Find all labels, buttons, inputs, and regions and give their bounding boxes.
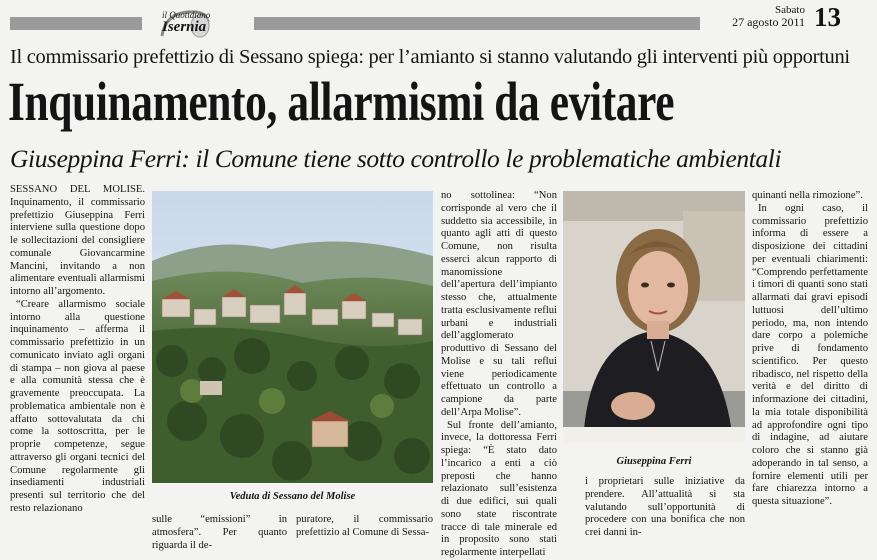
article-column-6 [752, 190, 868, 546]
column-1-paragraph-1: SESSANO DEL MOLISE. Inquinamento, il commissario prefettizio Giuseppina Ferri interviene sulla questione dopo le sollecitazioni del consigliere comunale Giovancarmine Mancini, invitando a non alimentare eventuali allarmismi intorno all’argomento. [10, 184, 145, 297]
column-4-paragraph-2: Sul fronte dell’amianto, invece, la dottoressa Ferri spiega: “È stato dato l’incarico a enti a ciò preposti che hanno relazionato sull’esistenza di due edifici, sui quali sono state riscontrate tracce di tale minerale ed in proposito sono stati regolarmente interpellati [441, 419, 557, 558]
article-column-5 [585, 476, 745, 546]
column-1-paragraph-2: “Creare allarmismo sociale intorno alla questione inquinamento – afferma il commissario prefettizio in un comunicato inviato agli organi di stampa – non giova al paese e alla comunità stessa che è gravemente preoccupata. La problematica ambientale non è affatto sottovalutata da chi come la sottoscritta, per le proprie competenze, segue attraverso gli organi tecnici del Comune regolarmente gli insediamenti industriali presenti sul territorio che del resto relazionano [10, 298, 145, 514]
page-number: 13 [814, 2, 841, 32]
village-photo [152, 191, 433, 483]
column-6-paragraph-2: In ogni caso, il commissario prefettizio informa di essere a disposizione dei cittadini per eventuali chiarimenti: “Comprendo perfettamente i timori di quanti sono stati allarmati dai gravi episodi luttuosi dell’ultimo periodo, ma, non intendo dare corpo a polemiche prive di fondamento scientifico. Per questo ribadisco, nel rispetto della verità e del diritto di informazione dei cittadini, la mia totale disponibilità ad approfondire ogni tipo di indagine, ad aiutare coloro che si stanno già adoperando in tal senso, a fornire elementi utili per fare chiarezza intorno a questa situazione”. [752, 202, 868, 507]
village-landscape-image [152, 191, 433, 483]
issue-day: Sabato [775, 4, 805, 16]
issue-date: 27 agosto 2011 [732, 15, 805, 29]
article-column-2 [152, 514, 287, 551]
logo-text-small: il Quotidiano [162, 10, 211, 20]
portrait-photo-caption: Giuseppina Ferri [616, 456, 692, 467]
village-photo-caption: Veduta di Sessano del Molise [229, 491, 356, 502]
logo-text-big: Isernia [162, 19, 207, 35]
column-6-paragraph-1: quinanti nella rimozione”. [752, 190, 863, 201]
column-3-text: puratore, il commissario prefettizio al Comune di Sessa- [296, 514, 433, 538]
article-column-1 [10, 184, 145, 546]
article-overline: Il commissario prefettizio di Sessano spiega: per l’amianto si stanno valutando gli interventi più opportuni [10, 46, 850, 68]
column-4-paragraph-1: no sottolinea: “Non corrisponde al vero che il suddetto sia accessibile, in quanto agli atti di questo Comune, non risulta esserci alcun rapporto di manomissione dell’apertura dell’impianto stesso che, attualmente tratta esclusivamente reflui urbani e industriali dell’agglomerato produttivo di Sessano del Molise e su tali reflui viene periodicamente effettuato un controllo a campione da parte dell’Arpa Molise”. [441, 190, 557, 418]
column-2-text: sulle “emissioni” in atmosfera”. Per quanto riguarda il de- [152, 514, 287, 551]
header-rule-left [10, 17, 142, 30]
header-rule-center [254, 17, 700, 30]
newspaper-logo [152, 4, 216, 46]
portrait-photo [563, 191, 745, 443]
woman-portrait-image [563, 191, 745, 443]
article-headline: Inquinamento, allarmismi da evitare [8, 71, 675, 132]
column-5-text: i proprietari sulle iniziative da prendere. All’attualità si sta valutando sull’opportunità di procedere con una bonifica che non crei danni in- [585, 476, 745, 538]
article-subhead: Giuseppina Ferri: il Comune tiene sotto controllo le problematiche ambientali [10, 144, 782, 173]
article-column-3 [296, 514, 433, 544]
article-column-4 [441, 190, 557, 558]
